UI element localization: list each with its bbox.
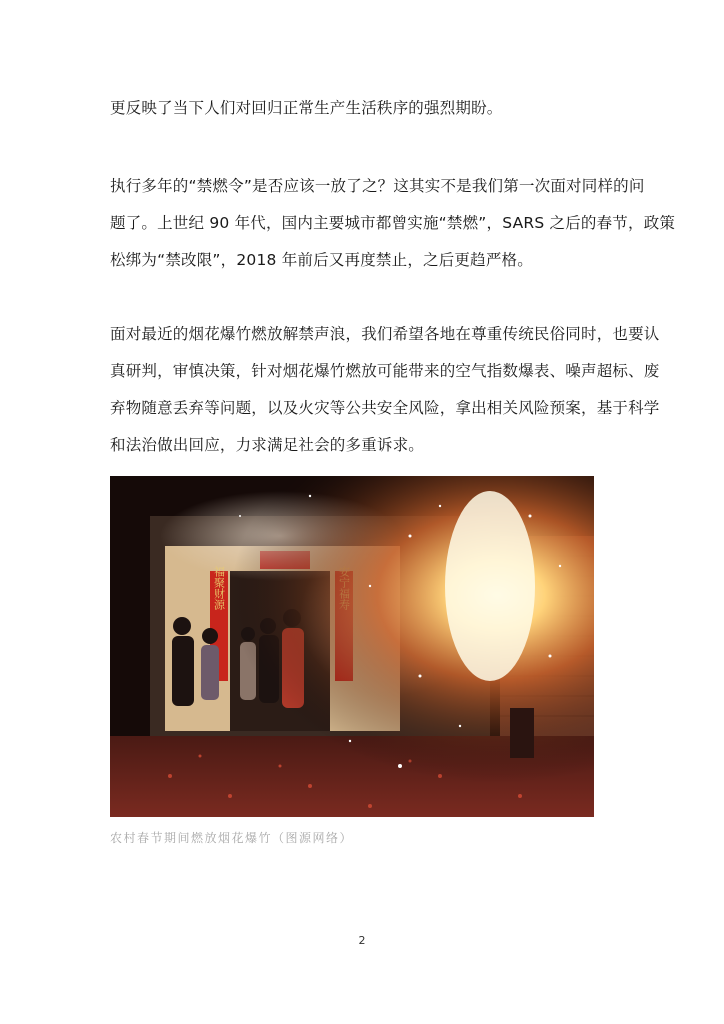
paragraph-2-line-3: 松绑为“禁改限”，2018 年前后又再度禁止，之后更趋严格。	[110, 251, 533, 269]
paragraph-1-line-1: 更反映了当下人们对回归正常生产生活秩序的强烈期盼。	[110, 99, 503, 117]
paragraph-2-line-1: 执行多年的“禁燃令”是否应该一放了之？这其实不是我们第一次面对同样的问	[110, 177, 645, 195]
paragraph-3-line-4: 和法治做出回应，力求满足社会的多重诉求。	[110, 436, 425, 454]
paragraph-3-line-2: 真研判，审慎决策，针对烟花爆竹燃放可能带来的空气指数爆表、噪声超标、废	[110, 362, 660, 380]
fireworks-photo	[110, 476, 594, 817]
paragraph-2-line-2: 题了。上世纪 90 年代，国内主要城市都曾实施“禁燃”，SARS 之后的春节，政策	[110, 214, 676, 232]
paragraph-3-line-1: 面对最近的烟花爆竹燃放解禁声浪，我们希望各地在尊重传统民俗同时，也要认	[110, 325, 660, 343]
paragraph-3-line-3: 弃物随意丢弃等问题，以及火灾等公共安全风险，拿出相关风险预案，基于科学	[110, 399, 660, 417]
photo-caption: 农村春节期间燃放烟花爆竹（图源网络）	[110, 831, 354, 845]
page-number: 2	[358, 934, 366, 947]
